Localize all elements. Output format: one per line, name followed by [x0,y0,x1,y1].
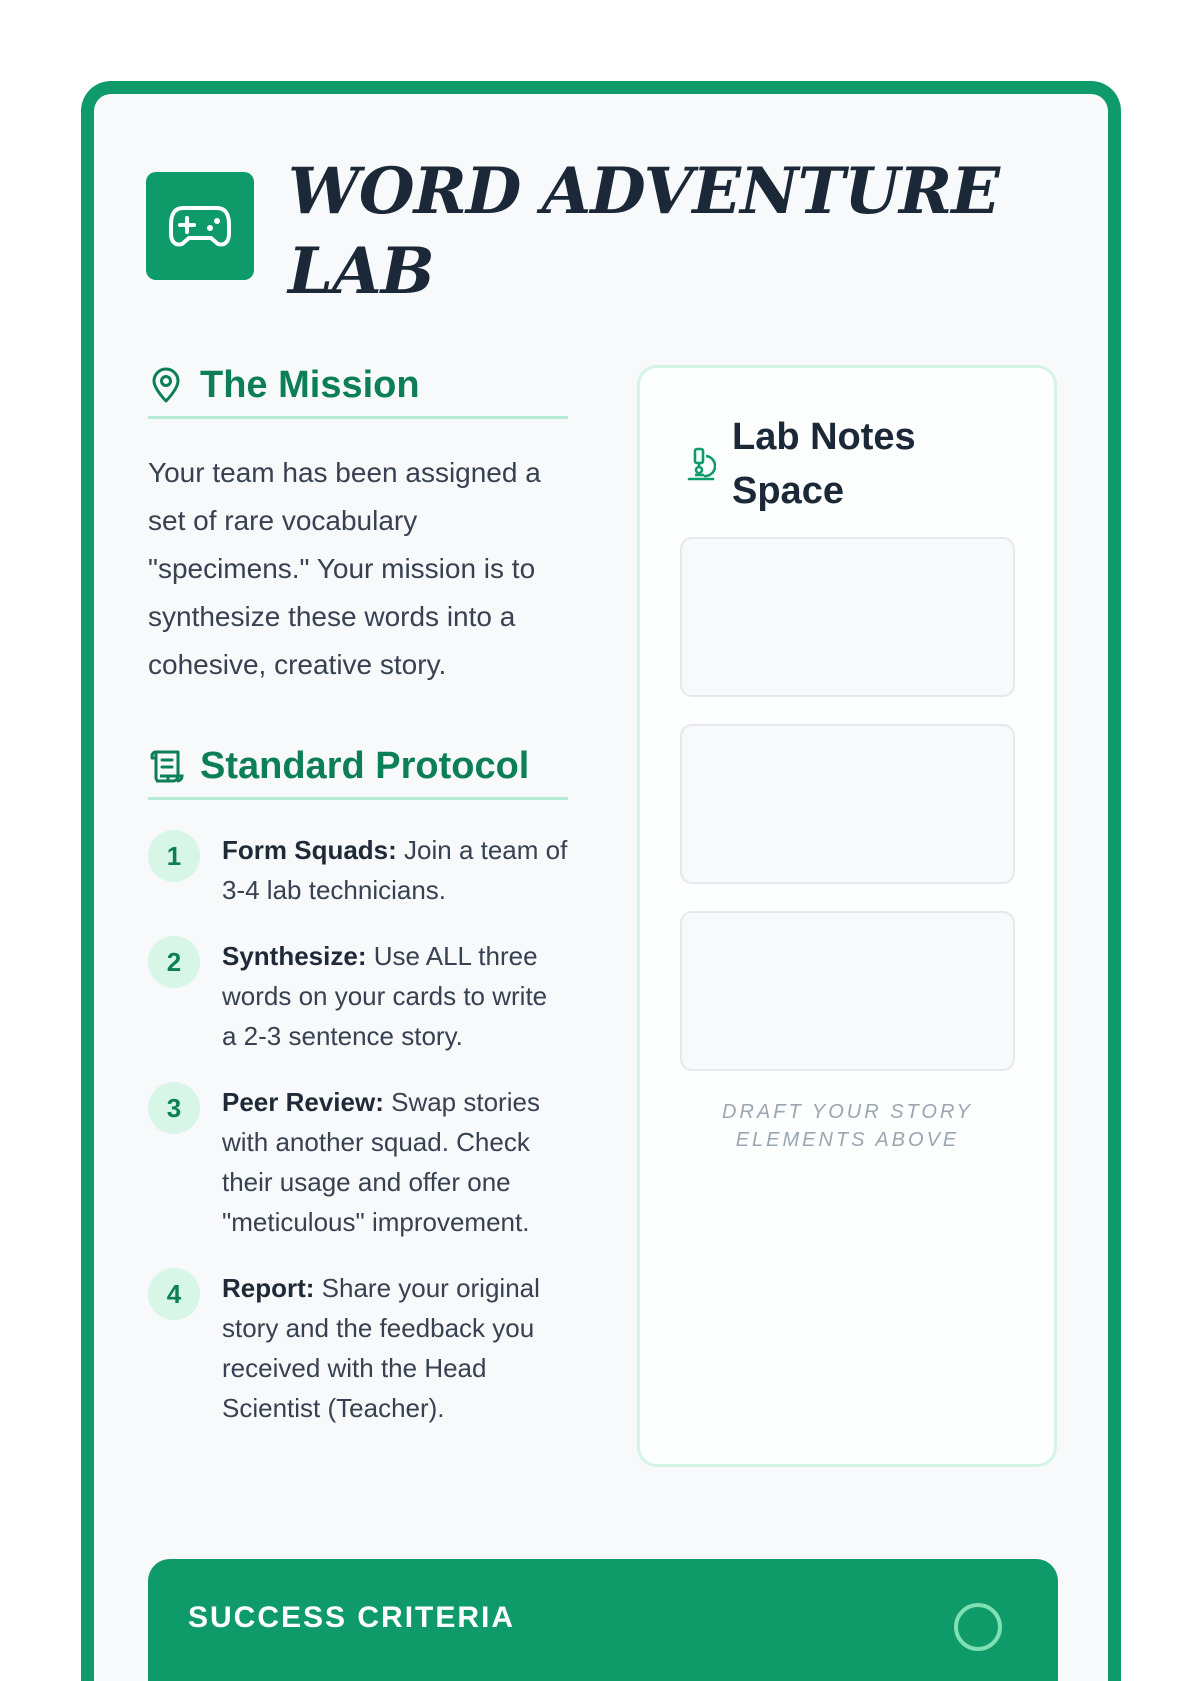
notes-field-2[interactable] [680,724,1015,884]
map-pin-icon [148,367,184,403]
step-number: 4 [148,1268,200,1320]
left-column [148,360,568,1454]
step-number: 1 [148,830,200,882]
step-text [222,936,568,1056]
microscope-icon [684,444,718,484]
step-text [222,830,568,910]
step-description: Join a team of 3-4 lab technicians. [222,835,568,905]
protocol-section [148,741,568,1428]
mission-title: The Mission [200,363,420,406]
logo-tile [146,172,254,280]
protocol-step [148,1268,568,1428]
notes-field-1[interactable] [680,537,1015,697]
lab-notes-heading [684,410,992,518]
notes-hint: DRAFT YOUR STORY ELEMENTS ABOVE [722,1101,973,1151]
success-criteria-banner [148,1559,1058,1681]
step-label: Synthesize: [222,941,367,971]
protocol-title: Standard Protocol [200,744,530,787]
step-text [222,1268,568,1428]
step-description: Share your original story and the feedback you received with the Head Scientist (Teacher). [222,1273,540,1423]
mission-heading [148,360,568,419]
page-title: WORD ADVENTURE LAB [288,154,999,309]
protocol-steps [148,830,568,1428]
page-header [146,152,1068,312]
notes-field-3[interactable] [680,911,1015,1071]
lab-notes-panel [637,365,1057,1467]
mission-text: Your team has been assigned a set of rare vocabulary "specimens." Your mission is to synthesize these words into a cohesive, creative story. [148,457,541,680]
step-number: 2 [148,936,200,988]
step-description: Swap stories with another squad. Check their usage and offer one "meticulous" improvement. [222,1087,540,1237]
lab-notes-title: Lab Notes Space [732,416,916,512]
step-number: 3 [148,1082,200,1134]
protocol-heading [148,741,568,800]
step-label: Peer Review: [222,1087,384,1117]
success-criteria-title: SUCCESS CRITERIA [188,1601,516,1634]
step-description: Use ALL three words on your cards to write a 2-3 sentence story. [222,941,548,1051]
worksheet-card [81,81,1121,1681]
step-label: Form Squads: [222,835,397,865]
step-text [222,1082,568,1242]
step-label: Report: [222,1273,315,1303]
scroll-icon [148,748,184,784]
protocol-step [148,830,568,910]
protocol-step [148,1082,568,1242]
ring-icon [954,1603,1002,1651]
protocol-step [148,936,568,1056]
gamepad-icon [169,204,231,248]
